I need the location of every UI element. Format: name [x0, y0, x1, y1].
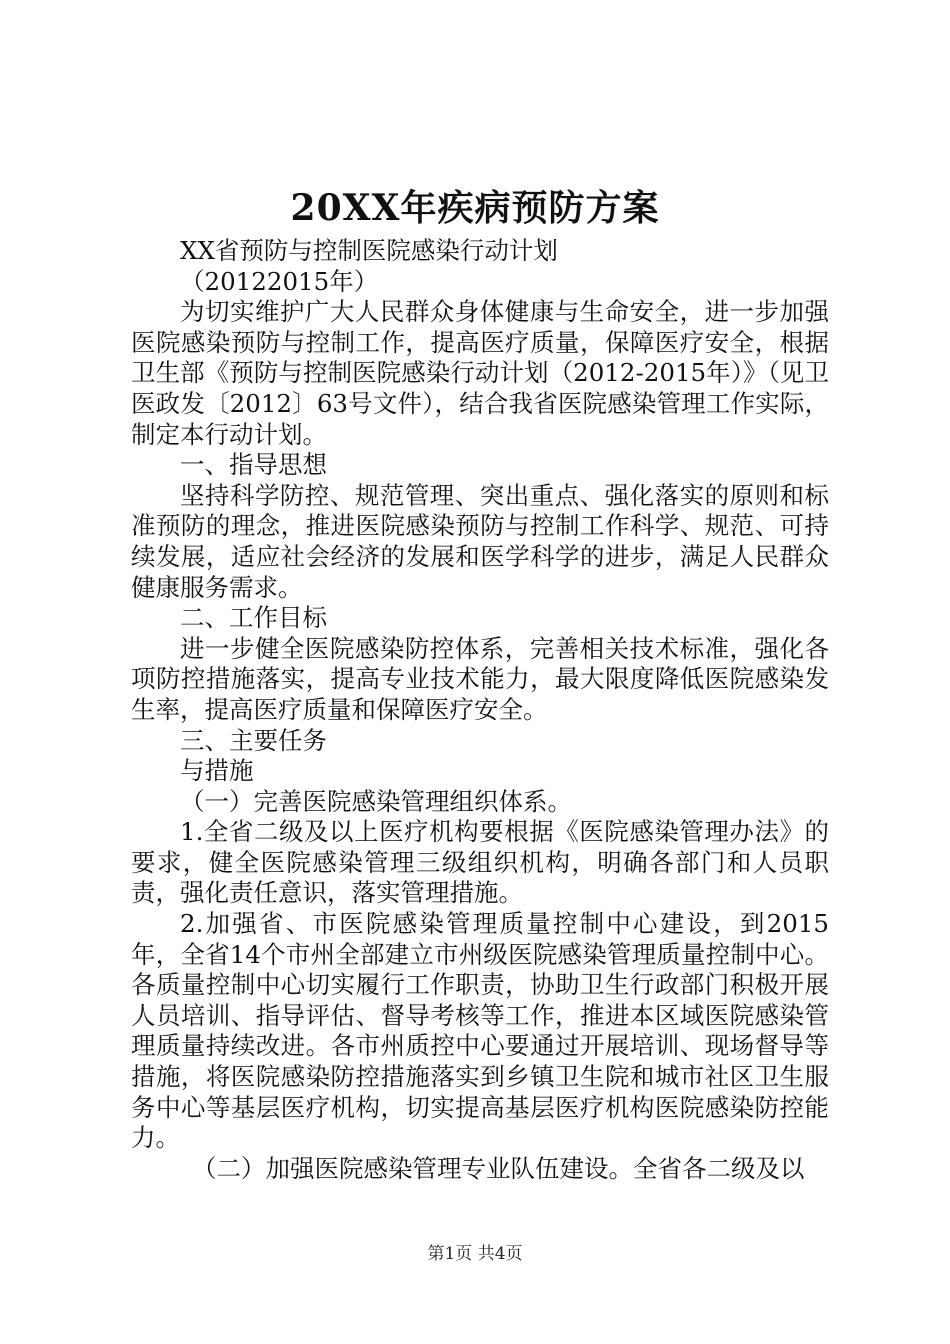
section-heading-guiding-ideology: 一、指导思想: [180, 450, 327, 480]
section-heading-work-goals: 二、工作目标: [180, 603, 327, 633]
plan-period: （20122015年）: [180, 266, 379, 296]
document-title: 20XX年疾病预防方案: [290, 187, 660, 229]
work-goals-paragraph: 进一步健全医院感染防控体系，完善相关技术标准，强化各项防控措施落实，提高专业技术能力，最大限度降低医院感染发生率，提高医疗质量和保障医疗安全。: [131, 633, 829, 724]
page-footer: 第1页 共4页: [427, 1244, 523, 1264]
section-heading-measures: 与措施: [180, 756, 254, 786]
document-body: [131, 236, 829, 1184]
plan-heading: XX省预防与控制医院感染行动计划: [180, 236, 558, 265]
intro-paragraph: 为切实维护广大人民群众身体健康与生命安全，进一步加强医院感染预防与控制工作，提高医疗质量，保障医疗安全，根据卫生部《预防与控制医院感染行动计划（2012-2015年）》（见卫医政发〔2012〕63号文件），结合我省医院感染管理工作实际，制定本行动计划。: [131, 297, 829, 449]
subsection-heading-1: （一）完善医院感染管理组织体系。: [180, 786, 572, 816]
task-item-1: 1.全省二级及以上医疗机构要根据《医院感染管理办法》的要求，健全医院感染管理三级组织机构，明确各部门和人员职责，强化责任意识，落实管理措施。: [131, 817, 829, 908]
subsection-heading-2: （二）加强医院感染管理专业队伍建设。全省各二级及以: [192, 1153, 805, 1183]
section-heading-main-tasks: 三、主要任务: [180, 725, 327, 755]
guiding-ideology-paragraph: 坚持科学防控、规范管理、突出重点、强化落实的原则和标准预防的理念，推进医院感染预防与控制工作科学、规范、可持续发展，适应社会经济的发展和医学科学的进步，满足人民群众健康服务需求。: [131, 480, 829, 602]
task-item-2: 2.加强省、市医院感染管理质量控制中心建设，到2015年，全省14个市州全部建立市州级医院感染管理质量控制中心。各质量控制中心切实履行工作职责，协助卫生行政部门积极开展人员培训、指导评估、督导考核等工作，推进本区域医院感染管理质量持续改进。各市州质控中心要通过开展培训、现场督导等措施，将医院感染防控措施落实到乡镇卫生院和城市社区卫生服务中心等基层医疗机构，切实提高基层医疗机构医院感染防控能力。: [131, 909, 829, 1153]
